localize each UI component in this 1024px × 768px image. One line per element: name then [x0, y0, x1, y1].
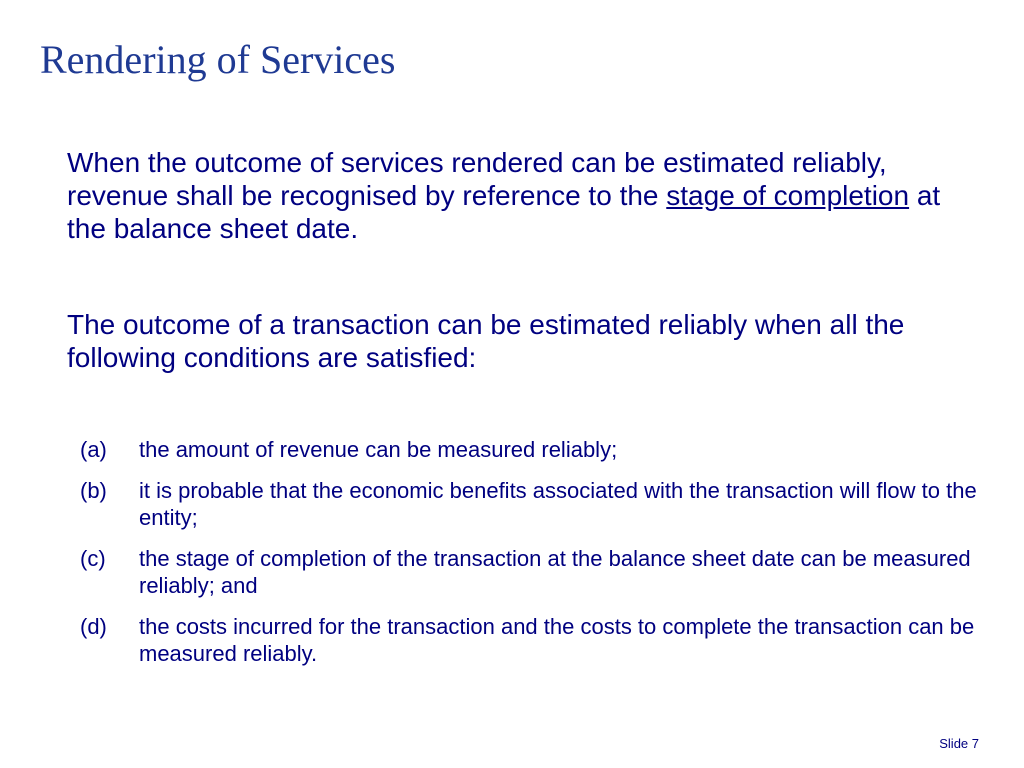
condition-text: the stage of completion of the transaction at the balance sheet date can be measured reliably; and [139, 546, 971, 598]
paragraph-recognition [67, 146, 967, 245]
condition-marker: (a) [80, 437, 107, 462]
condition-item [80, 613, 990, 667]
condition-item [80, 545, 990, 599]
slide-number: Slide 7 [939, 736, 979, 751]
condition-item [80, 477, 990, 531]
conditions-list [80, 436, 990, 681]
condition-text: the amount of revenue can be measured reliably; [139, 437, 618, 462]
condition-text: the costs incurred for the transaction and the costs to complete the transaction can be measured reliably. [139, 614, 975, 666]
paragraph-recognition-end: at the balance sheet date. [67, 180, 941, 244]
paragraph-conditions-intro: The outcome of a transaction can be estimated reliably when all the following conditions are satisfied: [67, 309, 905, 373]
condition-item [80, 436, 990, 463]
condition-marker: (c) [80, 546, 106, 571]
condition-marker: (d) [80, 614, 107, 639]
stage-of-completion-term: stage of completion [666, 180, 910, 211]
condition-marker: (b) [80, 478, 107, 503]
paragraph-recognition-text: When the outcome of services rendered can be estimated reliably, revenue shall be recognised by reference to the [67, 147, 887, 211]
condition-text: it is probable that the economic benefits associated with the transaction will flow to the entity; [139, 478, 977, 530]
slide-title: Rendering of Services [40, 37, 396, 82]
